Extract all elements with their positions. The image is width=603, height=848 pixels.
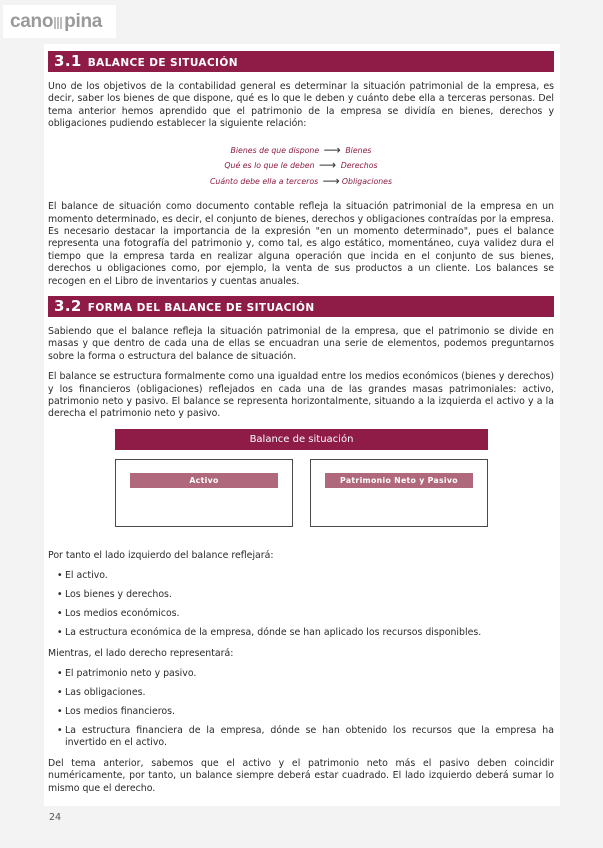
brand-logo: cano pina (3, 5, 116, 38)
bullet-icon: • (57, 589, 63, 601)
list-item: • Las obligaciones. (57, 687, 146, 699)
paragraph: Uno de los objetivos de la contabilidad general es determinar la situación patrimonial de la empresa, es decir, saber los bienes de que dispone, qué es lo que le deben y cuánto debe ella a terceras personas. Del tema anterior hemos aprendido que el patrimonio de la empresa se dividía en bienes, derechos y obligaciones pudiendo establecer la siguiente relación: (48, 81, 554, 130)
section-number: 3.2 (54, 296, 82, 315)
left-side-list (48, 570, 554, 639)
section-number: 3.1 (54, 52, 82, 70)
section-title: FORMA DEL BALANCE DE SITUACIÓN (87, 301, 315, 314)
arrow-right-icon: ⟶ (319, 158, 337, 173)
diagram-title: Balance de situación (115, 429, 488, 450)
paragraph: El balance se estructura formalmente como una igualdad entre los medios económicos (bienes y derechos) y los financieros (obligaciones) reflejados en cada una de las grandes masas patrimoniales: activo, patrimonio neto y pasivo. El balance se representa horizontalmente, situando a la izquierda el activo y a la derecha el patrimonio neto y pasivo. (48, 371, 554, 420)
page-content (48, 50, 554, 803)
paragraph: Del tema anterior, sabemos que el activo y el patrimonio neto más el pasivo deben coincidir numéricamente, por tanto, un balance siempre deberá estar cuadrado. El lado izquierdo deberá sumar lo mismo que el derecho. (48, 757, 554, 794)
arrow-right-icon: ⟶ (322, 173, 340, 188)
paragraph: Por tanto el lado izquierdo del balance reflejará: (48, 549, 274, 561)
right-side-list (48, 668, 554, 750)
bullet-icon: • (57, 570, 63, 582)
relation-row: Qué es lo que le deben ⟶ Derechos (224, 158, 378, 173)
page-number: 24 (49, 812, 62, 823)
section-heading-3-1 (48, 51, 554, 72)
list-item: • La estructura económica de la empresa, dónde se han aplicado los recursos disponibles. (57, 627, 482, 639)
relation-row: Cuánto debe ella a terceros ⟶ Obligaciones (209, 173, 393, 188)
section-heading-3-2 (48, 296, 554, 317)
list-item: • Los medios económicos. (57, 608, 180, 620)
bullet-icon: • (57, 725, 63, 737)
page-sheet (44, 44, 560, 806)
paragraph: Mientras, el lado derecho representará: (48, 647, 234, 659)
paragraph: El balance de situación como documento contable refleja la situación patrimonial de la empresa en un momento determinado, es decir, el conjunto de bienes, derechos y obligaciones contraídas por la empresa. Es necesario destacar la importancia de la expresión "en un momento determinado", pues el balance representa una fotografía del patrimonio y, como tal, es algo estático, momentáneo, cuya validez dura el tiempo que la empresa tarda en realizar alguna operación que incida en el conjunto de sus bienes, derechos u obligaciones como, por ejemplo, la venta de sus productos a un cliente. Los balances se recogen en el Libro de inventarios y cuentas anuales. (48, 201, 554, 287)
relation-list (48, 143, 554, 190)
patrimonio-pasivo-box (310, 459, 488, 527)
bullet-icon: • (57, 627, 63, 639)
activo-box (115, 459, 293, 527)
activo-label: Activo (130, 473, 278, 488)
patrimonio-pasivo-label: Patrimonio Neto y Pasivo (325, 473, 473, 488)
balance-diagram (48, 429, 554, 542)
bullet-icon: • (57, 687, 63, 699)
bullet-icon: • (57, 706, 63, 718)
paragraph: Sabiendo que el balance refleja la situación patrimonial de la empresa, que el patrimonio se divide en masas y que dentro de cada una de ellas se encuadran una serie de elementos, podemos preguntarnos sobre la forma o estructura del balance de situación. (48, 325, 554, 362)
bullet-icon: • (57, 608, 63, 620)
bullet-icon: • (57, 668, 63, 680)
arrow-right-icon: ⟶ (323, 142, 341, 157)
list-item: • El patrimonio neto y pasivo. (57, 668, 197, 680)
list-item: • La estructura financiera de la empresa, dónde se han obtenido los recursos que la empresa ha invertido en el activo. (57, 725, 554, 749)
logo-bars (54, 7, 63, 40)
list-item: • El activo. (57, 570, 108, 582)
list-item: • Los bienes y derechos. (57, 589, 172, 601)
section-title: BALANCE DE SITUACIÓN (87, 57, 238, 69)
list-item: • Los medios financieros. (57, 706, 176, 718)
relation-row: Bienes de que dispone ⟶ Bienes (230, 142, 372, 157)
